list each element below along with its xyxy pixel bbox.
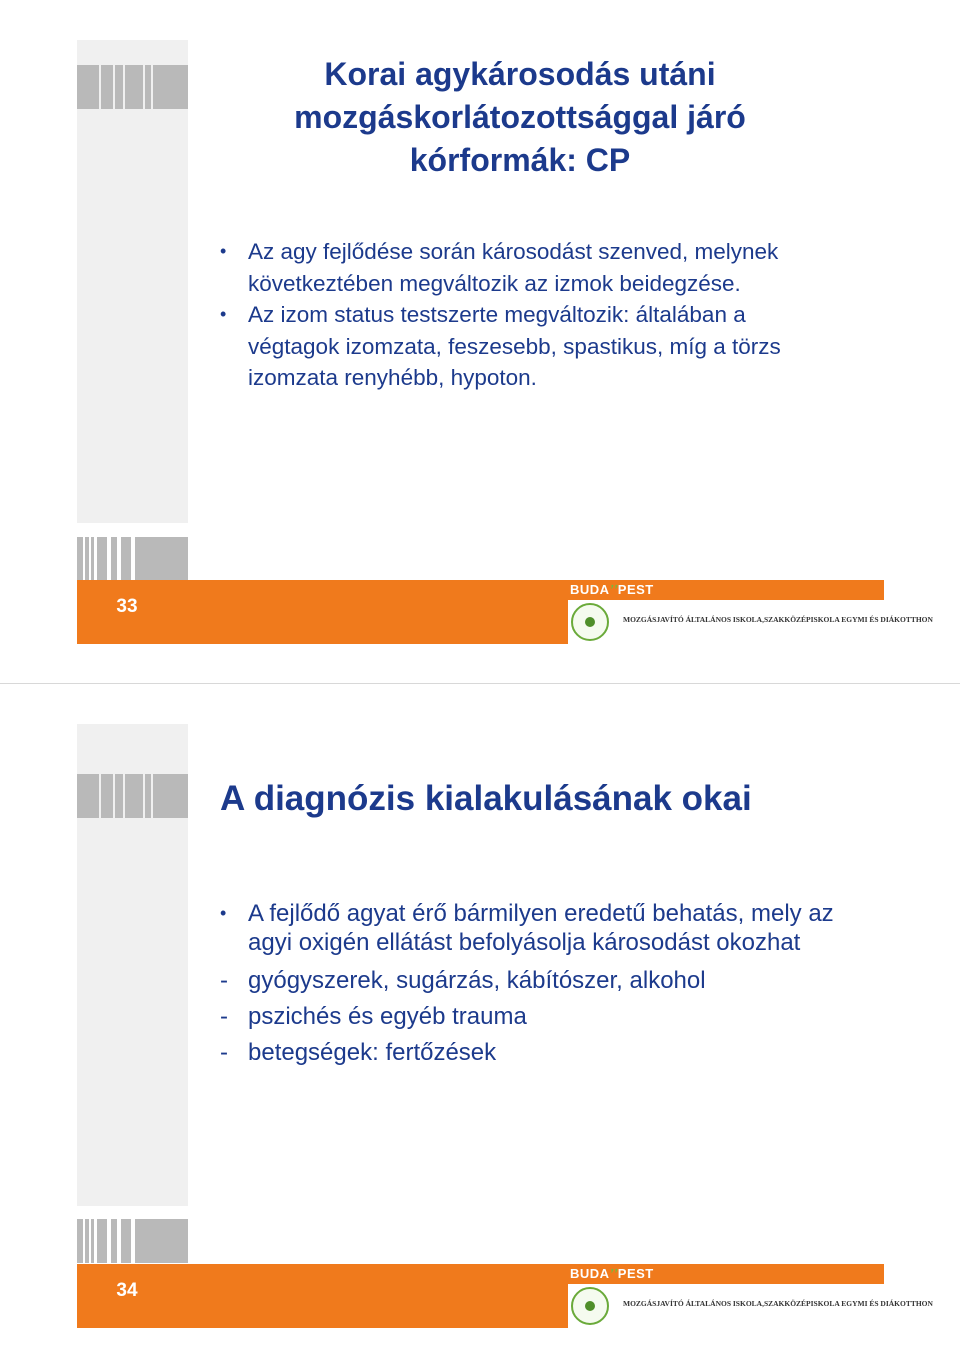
- slide-33: [0, 0, 960, 683]
- budapest-logo: BUDAʼʼPEST: [570, 582, 654, 597]
- decorative-bars: [77, 537, 188, 581]
- slide-title: A diagnózis kialakulásának okai: [220, 779, 752, 818]
- bullet-item: • Az izom status testszerte megváltozik: általában a végtagok izomzata, feszesebb, spastikus, míg a törzs izomzata renyhébb, hypoton.: [218, 299, 838, 394]
- decorative-bars: [77, 65, 188, 109]
- dash-item: - pszichés és egyéb trauma: [218, 999, 858, 1035]
- school-name: MOZGÁSJAVÍTÓ ÁLTALÁNOS ISKOLA,SZAKKÖZÉPISKOLA EGYMI ÉS DIÁKOTTHON: [623, 1299, 933, 1308]
- footer-band: [77, 1264, 933, 1328]
- slide-number: 33: [116, 596, 138, 617]
- bullet-item: • A fejlődő agyat érő bármilyen eredetű behatás, mely az agyi oxigén ellátást befolyásolja károsodást okozhat: [218, 899, 858, 957]
- school-seal-icon: [571, 1287, 609, 1325]
- dash-item: - gyógyszerek, sugárzás, kábítószer, alkohol: [218, 963, 858, 999]
- bullet-item: • Az agy fejlődése során károsodást szenved, melynek következtében megváltozik az izmok beidegzése.: [218, 236, 838, 299]
- school-seal-icon: [571, 603, 609, 641]
- slide-number: 34: [116, 1280, 138, 1301]
- slide-34: [0, 683, 960, 1368]
- budapest-logo: BUDAʼʼPEST: [570, 1266, 654, 1281]
- dash-item: - betegségek: fertőzések: [218, 1035, 858, 1071]
- content-list: [218, 899, 858, 1071]
- slide-title: Korai agykárosodás utáni mozgáskorlátozottsággal járó kórformák: CP: [294, 56, 746, 178]
- decorative-bars: [77, 774, 188, 818]
- decorative-bars: [77, 1219, 188, 1263]
- bullet-list: [218, 236, 838, 394]
- footer-band: [77, 580, 933, 644]
- side-panel: [77, 40, 188, 523]
- school-name: MOZGÁSJAVÍTÓ ÁLTALÁNOS ISKOLA,SZAKKÖZÉPISKOLA EGYMI ÉS DIÁKOTTHON: [623, 615, 933, 624]
